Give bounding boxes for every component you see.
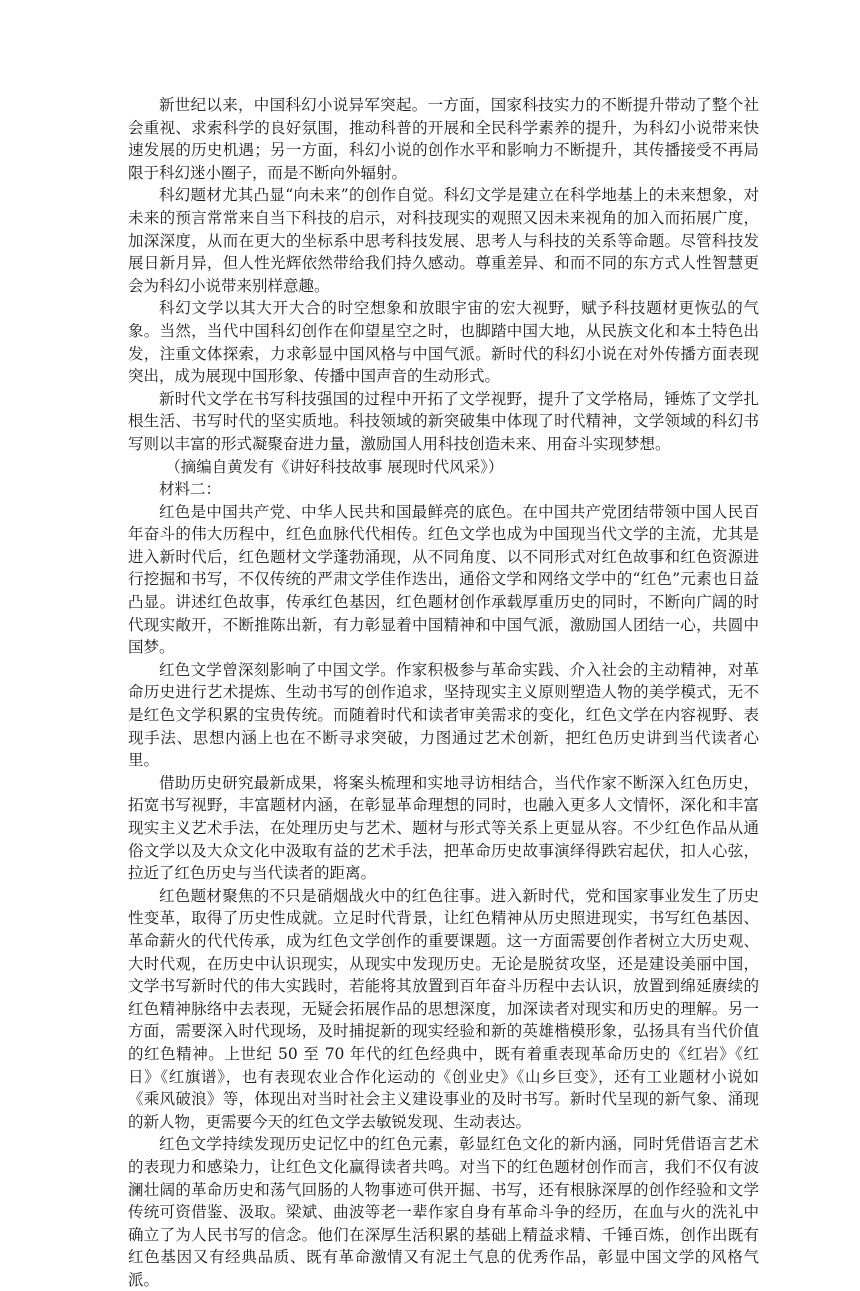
material1-paragraph-4: 新时代文学在书写科技强国的过程中开拓了文学视野，提升了文学格局，锤炼了文学扎根生活、书写时代的坚实质地。科技领域的新突破集中体现了时代精神，文学领域的科幻书写则以丰富的形式凝聚奋进力量，激励国人用科技创造未来、用奋斗实现梦想。 — [128, 389, 759, 453]
material2-heading: 材料二： — [159, 480, 222, 499]
document-body — [128, 94, 759, 1291]
material1-source-citation: （摘编自黄发有《讲好科技故事 展现时代风采》） — [165, 457, 504, 476]
material2-paragraph-3: 借助历史研究最新成果，将案头梳理和实地寻访相结合，当代作家不断深入红色历史，拓宽书写视野，丰富题材内涵，在彰显革命理想的同时，也融入更多人文情怀，深化和丰富现实主义艺术手法，在处理历史与艺术、题材与形式等关系上更显从容。不少红色作品从通俗文学以及大众文化中汲取有益的艺术手法，把革命历史故事演绎得跌宕起伏，扣人心弦，拉近了红色历史与当代读者的距离。 — [128, 773, 759, 883]
material2-paragraph-5: 红色文学持续发现历史记忆中的红色元素，彰显红色文化的新内涵，同时凭借语言艺术的表现力和感染力，让红色文化赢得读者共鸣。对当下的红色题材创作而言，我们不仅有波澜壮阔的革命历史和荡气回肠的人物事迹可供开掘、书写，还有根脉深厚的创作经验和文学传统可资借鉴、汲取。梁斌、曲波等老一辈作家自身有革命斗争的经历，在血与火的洗礼中确立了为人民书写的信念。他们在深厚生活积累的基础上精益求精、千锤百炼，创作出既有红色基因又有经典品质、既有革命激情又有泥土气息的优秀作品，彰显中国文学的风格气派。 — [128, 1135, 759, 1289]
material1-paragraph-3: 科幻文学以其大开大合的时空想象和放眼宇宙的宏大视野，赋予科技题材更恢弘的气象。当然，当代中国科幻创作在仰望星空之时，也脚踏中国大地，从民族文化和本土特色出发，注重文体探索，力求彰显中国风格与中国气派。新时代的科幻小说在对外传播方面表现突出，成为展现中国形象、传播中国声音的生动形式。 — [128, 299, 759, 386]
material1-paragraph-1: 新世纪以来，中国科幻小说异军突起。一方面，国家科技实力的不断提升带动了整个社会重视、求索科学的良好氛围，推动科普的开展和全民科学素养的提升，为科幻小说带来快速发展的历史机遇；另一方面，科幻小说的创作水平和影响力不断提升，其传播接受不再局限于科幻迷小圈子，而是不断向外辐射。 — [128, 96, 759, 182]
material1-paragraph-2: 科幻题材尤其凸显“向未来”的创作自觉。科幻文学是建立在科学地基上的未来想象，对未来的预言常常来自当下科技的启示，对科技现实的观照又因未来视角的加入而拓展广度，加深深度，从而在更大的坐标系中思考科技发展、思考人与科技的关系等命题。尽管科技发展日新月异，但人性光辉依然带给我们持久感动。尊重差异、和而不同的东方式人性智慧更会为科幻小说带来别样意趣。 — [128, 186, 759, 295]
material2-paragraph-2: 红色文学曾深刻影响了中国文学。作家积极参与革命实践、介入社会的主动精神，对革命历史进行艺术提炼、生动书写的创作追求，坚持现实主义原则塑造人物的美学模式，无不是红色文学积累的宝贵传统。而随着时代和读者审美需求的变化，红色文学在内容视野、表现手法、思想内涵上也在不断寻求突破，力图通过艺术创新，把红色历史讲到当代读者心里。 — [128, 660, 759, 770]
material2-paragraph-1: 红色是中国共产党、中华人民共和国最鲜亮的底色。在中国共产党团结带领中国人民百年奋斗的伟大历程中，红色血脉代代相传。红色文学也成为中国现当代文学的主流，尤其是进入新时代后，红色题材文学蓬勃涌现，从不同角度、以不同形式对红色故事和红色资源进行挖掘和书写，不仅传统的严肃文学佳作迭出，通俗文学和网络文学中的“红色”元素也日益凸显。讲述红色故事，传承红色基因，红色题材创作承载厚重历史的同时，不断向广阔的时代现实敞开，不断推陈出新，有力彰显着中国精神和中国气派，激励国人团结一心，共圆中国梦。 — [128, 502, 759, 657]
material2-paragraph-4: 红色题材聚焦的不只是硝烟战火中的红色往事。进入新时代，党和国家事业发生了历史性变革，取得了历史性成就。立足时代背景，让红色精神从历史照进现实，书写红色基因、革命薪火的代代传承，成为红色文学创作的重要课题。这一方面需要创作者树立大历史观、大时代观，在历史中认识现实，从现实中发现历史。无论是脱贫攻坚，还是建设美丽中国，文学书写新时代的伟大实践时，若能将其放置到百年奋斗历程中去认识，放置到绵延赓续的红色精神脉络中去表现，无疑会拓展作品的思想深度，加深读者对现实和历史的理解。另一方面，需要深入时代现场，及时捕捉新的现实经验和新的英雄楷模形象，弘扬具有当代价值的红色精神。上世纪 50 至 70 年代的红色经典中，既有着重表现革命历史的《红岩》《红日》《红旗谱》，也有表现农业合作化运动的《创业史》《山乡巨变》，还有工业题材小说如《乘风破浪》等，体现出对当时社会主义建设事业的及时书写。新时代呈现的新气象、涌现的新人物，更需要今天的红色文学去敏锐发现、生动表达。 — [128, 886, 759, 1131]
